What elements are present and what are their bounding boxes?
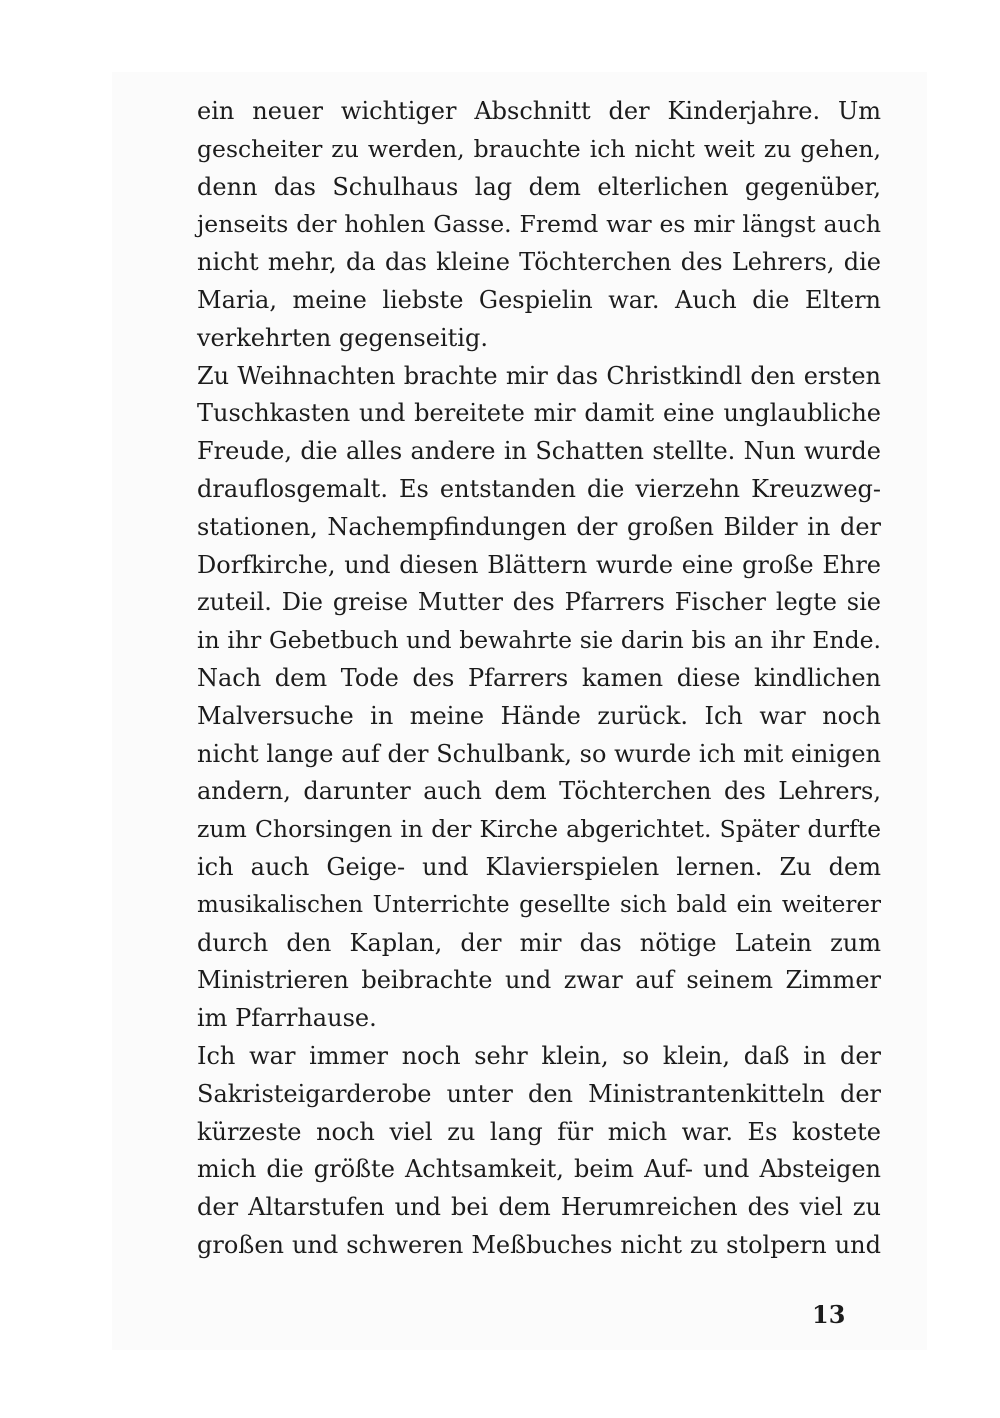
text-line: durch den Kaplan, der mir das nötige Latein zum [197,928,881,957]
text-line: Freude, die alles andere in Schatten stellte. Nun wurde [197,437,881,466]
text-line: Tuschkasten und bereitete mir damit eine unglaubliche [197,399,881,428]
text-line: Nach dem Tode des Pfarrers kamen diese kindlichen [197,663,881,692]
text-line: zuteil. Die greise Mutter des Pfarrers Fischer legte sie [197,588,881,617]
text-line: kürzeste noch viel zu lang für mich war. Es kostete [197,1117,881,1146]
text-line: Ich war immer noch sehr klein, so klein, daß in der [197,1041,881,1070]
text-line: musikalischen Unterrichte gesellte sich bald ein weiterer [197,891,881,918]
text-line: verkehrten gegenseitig. [197,323,488,352]
text-line: gescheiter zu werden, brauchte ich nicht weit zu gehen, [197,134,881,163]
text-line: Zu Weihnachten brachte mir das Christkindl den ersten [197,361,881,390]
text-line: zum Chorsingen in der Kirche abgerichtet. Später durfte [197,815,881,844]
text-line: ein neuer wichtiger Abschnitt der Kinderjahre. Um [197,97,881,125]
text-line: ich auch Geige- und Klavierspielen lernen. Zu dem [197,852,881,881]
text-line: andern, darunter auch dem Töchterchen des Lehrers, [197,777,881,806]
text-line: großen und schweren Meßbuches nicht zu stolpern und [197,1230,881,1259]
page-number: 13 [812,1300,846,1329]
text-line: stationen, Nachempfindungen der großen Bilder in der [197,512,881,541]
text-line: Maria, meine liebste Gespielin war. Auch die Eltern [197,285,881,314]
text-line: Dorfkirche, und diesen Blättern wurde eine große Ehre [197,550,881,579]
text-line: in ihr Gebetbuch und bewahrte sie darin bis an ihr Ende. [197,626,881,655]
body-text [197,93,881,1265]
text-line: Sakristeigarderobe unter den Ministrantenkitteln der [197,1079,881,1108]
text-line: der Altarstufen und bei dem Herumreichen des viel zu [197,1193,881,1222]
text-line: Ministrieren beibrachte und zwar auf seinem Zimmer [197,966,881,995]
text-line: nicht lange auf der Schulbank, so wurde ich mit einigen [197,739,881,768]
text-line: im Pfarrhause. [197,1004,377,1033]
text-line: nicht mehr, da das kleine Töchterchen des Lehrers, die [197,248,881,277]
text-line: Malversuche in meine Hände zurück. Ich war noch [197,701,881,730]
text-line: drauflosgemalt. Es entstanden die vierzehn Kreuzweg- [197,474,881,503]
text-line: jenseits der hohlen Gasse. Fremd war es mir längst auch [197,210,881,239]
text-line: denn das Schulhaus lag dem elterlichen gegenüber, [197,172,881,201]
text-line: mich die größte Achtsamkeit, beim Auf- und Absteigen [197,1155,881,1184]
